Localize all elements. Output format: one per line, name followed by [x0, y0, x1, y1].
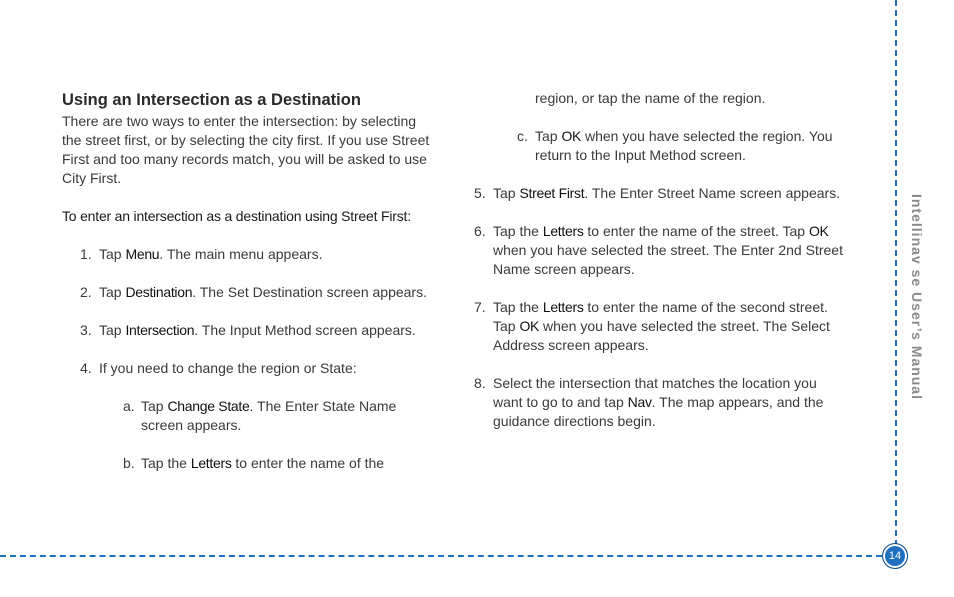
step-6: 6. Tap the Letters to enter the name of the street. Tap OK when you have selected the street. The Enter 2nd Street Name screen appears. [474, 223, 843, 277]
keyword-letters: Letters [542, 223, 584, 239]
procedure-heading: To enter an intersection as a destination using Street First: [62, 208, 411, 224]
keyword-change-state: Change State [167, 398, 250, 414]
step-8: 8. Select the intersection that matches the location you want to go to and tap Nav. The map appears, and the guidance directions begin. [474, 375, 824, 429]
keyword-destination: Destination [125, 284, 193, 300]
left-column [62, 89, 432, 473]
keyword-nav: Nav [627, 394, 652, 410]
keyword-ok: OK [561, 128, 582, 144]
step-2: 2. Tap Destination. The Set Destination screen appears. [80, 284, 427, 300]
keyword-letters: Letters [542, 299, 584, 315]
step-3: 3. Tap Intersection. The Input Method screen appears. [80, 322, 416, 338]
manual-side-title: Intellinav se User’s Manual [909, 194, 925, 400]
substep-b-continued: region, or tap the name of the region. [535, 90, 766, 106]
substep-c: c. Tap OK when you have selected the region. You return to the Input Method screen. [517, 128, 833, 163]
step-1: 1. Tap Menu. The main menu appears. [80, 246, 323, 262]
keyword-intersection: Intersection [125, 322, 195, 338]
step-7: 7. Tap the Letters to enter the name of the second street. Tap OK when you have selected the street. The Select Address screen appears. [474, 299, 830, 353]
substep-a: a. Tap Change State. The Enter State Name screen appears. [123, 398, 397, 433]
keyword-letters: Letters [190, 455, 232, 471]
page-number-badge: 14 [882, 543, 908, 569]
keyword-menu: Menu [125, 246, 160, 262]
keyword-street-first: Street First [519, 185, 585, 201]
right-column [474, 89, 844, 431]
step-4: 4. If you need to change the region or State: [80, 360, 357, 376]
keyword-ok: OK [808, 223, 829, 239]
substep-b: b. Tap the Letters to enter the name of the [123, 455, 385, 471]
horizontal-dashed-border [0, 555, 882, 557]
section-title: Using an Intersection as a Destination [62, 91, 361, 109]
step-5: 5. Tap Street First. The Enter Street Name screen appears. [474, 185, 841, 201]
vertical-dashed-border [895, 0, 897, 556]
intro-paragraph: There are two ways to enter the intersection: by selecting the street first, or by selecting the city first. If you use Street First and too many records match, you will be asked to use City First. [62, 113, 430, 186]
keyword-ok: OK [519, 318, 540, 334]
